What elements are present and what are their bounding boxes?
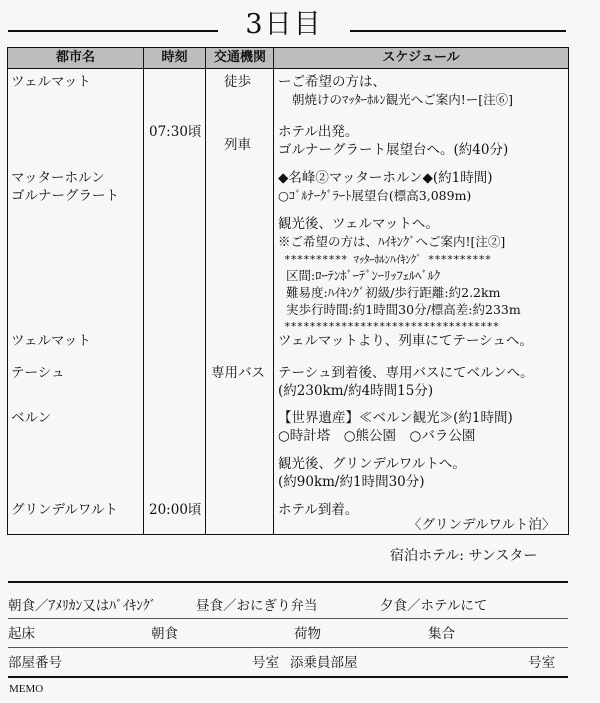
header-time: 時刻 bbox=[161, 50, 188, 65]
table-header bbox=[8, 48, 568, 69]
city-zermatt-2: ツェルマット bbox=[11, 333, 91, 349]
schedule-line: (約90km/約1時間30分) bbox=[278, 474, 425, 490]
schedule-line: ○時計塔 ○熊公園 ○バラ公園 bbox=[278, 428, 476, 444]
time-2000: 20:00頃 bbox=[149, 502, 202, 518]
schedule-line: ○ｺﾞﾙﾅｰｸﾞﾗｰﾄ展望台(標高3,089m) bbox=[278, 188, 472, 203]
hiking-banner-end: ********************************** bbox=[284, 320, 499, 333]
header-transport: 交通機関 bbox=[213, 50, 266, 65]
info-grid bbox=[8, 591, 568, 676]
schedule-line: ゴルナーグラート展望台へ。(約40分) bbox=[278, 142, 509, 158]
schedule-line: ツェルマットより、列車にてテーシュへ。 bbox=[278, 333, 533, 349]
day-title-rule-left bbox=[8, 30, 218, 32]
day-title-rule-right bbox=[350, 30, 566, 32]
hotel-name: 宿泊ホテル: サンスター bbox=[390, 548, 538, 564]
schedule-line: ◆名峰②マッターホルン◆(約1時間) bbox=[278, 170, 493, 186]
schedule-line: 【世界遺産】≪ベルン観光≫(約1時間) bbox=[278, 410, 513, 426]
schedule-line: 朝焼けのﾏｯﾀｰﾎﾙﾝ観光へご案内!ー[注⑥] bbox=[292, 92, 514, 107]
header-schedule: スケジュール bbox=[382, 50, 460, 65]
schedule-line: 区間:ﾛｰﾃﾝﾎﾞｰﾃﾞﾝｰﾘｯﾌｪﾙﾍﾞﾙｸ bbox=[286, 268, 441, 283]
overnight-location: 〈グリンデルワルト泊〉 bbox=[408, 517, 556, 533]
schedule-line: テーシュ到着後、専用バスにてベルンへ。 bbox=[278, 365, 534, 381]
schedule-line: 観光後、グリンデルワルトへ。 bbox=[278, 456, 466, 472]
section-divider bbox=[8, 581, 568, 583]
breakfast-info: 朝食／ｱﾒﾘｶﾝ又はﾊﾞｲｷﾝｸﾞ bbox=[8, 598, 157, 614]
schedule-line: (約230km/約4時間15分) bbox=[278, 383, 434, 399]
city-zermatt: ツェルマット bbox=[11, 74, 91, 90]
companion-room-label: 添乗員部屋 bbox=[290, 655, 358, 671]
column-divider bbox=[143, 48, 144, 534]
breakfast-time-label: 朝食 bbox=[151, 626, 178, 642]
schedule-line: ーご希望の方は、 bbox=[278, 74, 386, 90]
schedule-line: 実歩行時間:約1時間30分/標高差:約233m bbox=[286, 302, 521, 317]
row-divider bbox=[8, 618, 568, 619]
city-matterhorn: マッターホルン bbox=[11, 170, 105, 186]
transport-bus: 専用バス bbox=[211, 365, 265, 381]
room-number-label: 部屋番号 bbox=[8, 655, 62, 671]
lunch-info: 昼食／おにぎり弁当 bbox=[196, 598, 318, 614]
schedule-table bbox=[7, 47, 569, 535]
hiking-banner: ********** ﾏｯﾀｰﾎﾙﾝﾊｲｷﾝｸﾞ ********** bbox=[284, 253, 491, 266]
transport-train: 列車 bbox=[224, 137, 251, 153]
memo-divider bbox=[8, 676, 568, 678]
schedule-line: 観光後、ツェルマットへ。 bbox=[278, 216, 439, 232]
luggage-label: 荷物 bbox=[294, 626, 321, 642]
city-tasch: テーシュ bbox=[11, 365, 65, 381]
city-grindelwald: グリンデルワルト bbox=[11, 502, 118, 518]
time-0730: 07:30頃 bbox=[149, 124, 202, 140]
city-bern: ベルン bbox=[11, 410, 52, 426]
transport-walk: 徒歩 bbox=[224, 74, 251, 90]
column-divider bbox=[205, 48, 206, 534]
header-city: 都市名 bbox=[55, 50, 95, 65]
room-unit-2: 号室 bbox=[528, 655, 555, 671]
schedule-line: ホテル到着。 bbox=[278, 502, 359, 518]
schedule-line: ※ご希望の方は、ﾊｲｷﾝｸﾞへご案内![注②] bbox=[278, 234, 506, 249]
room-unit: 号室 bbox=[252, 655, 279, 671]
row-divider bbox=[8, 647, 568, 648]
dinner-info: 夕食／ホテルにて bbox=[380, 598, 488, 614]
schedule-line: 難易度:ﾊｲｷﾝｸﾞ初級/歩行距離:約2.2km bbox=[286, 285, 501, 300]
meeting-label: 集合 bbox=[428, 626, 455, 642]
day-title: 3日目 bbox=[245, 9, 323, 40]
city-gornergrat: ゴルナーグラート bbox=[11, 188, 119, 204]
column-divider bbox=[273, 48, 274, 534]
wakeup-label: 起床 bbox=[8, 626, 35, 642]
schedule-line: ホテル出発。 bbox=[278, 124, 359, 140]
memo-label: MEMO bbox=[9, 683, 44, 695]
